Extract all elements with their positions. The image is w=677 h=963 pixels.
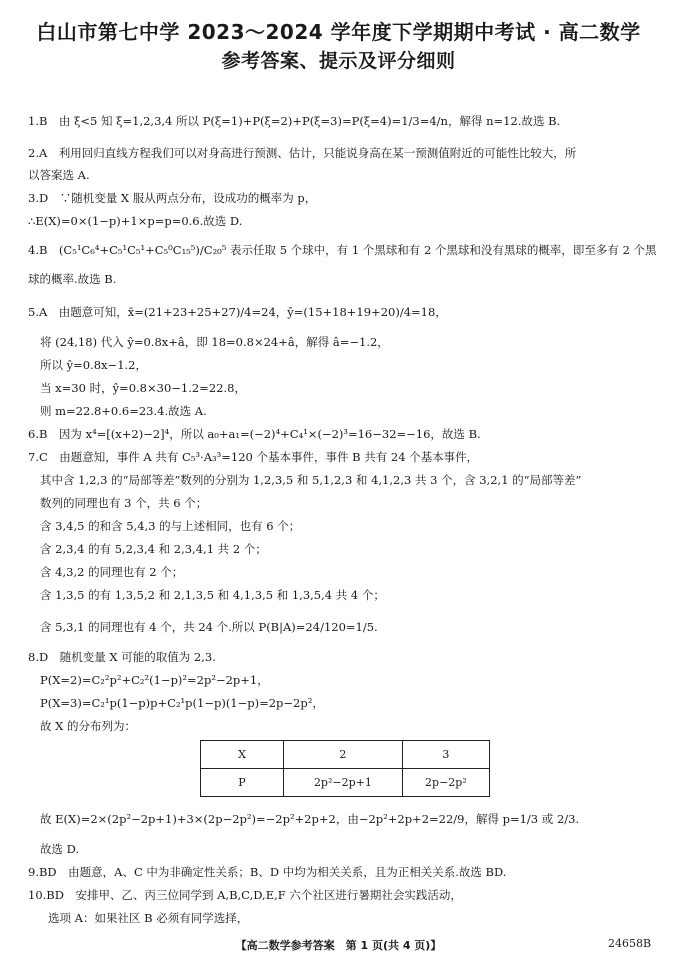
- answer-line: 含 5,3,1 的同理也有 4 个，共 24 个.所以 P(B|A)=24/120=1/5.: [40, 620, 378, 634]
- answer-line: 含 4,3,2 的同理也有 2 个；: [40, 565, 184, 579]
- answer-line: 所以 ŷ=0.8x−1.2，: [40, 358, 147, 372]
- answer-line: 8.D 随机变量 X 可能的取值为 2,3.: [28, 650, 216, 664]
- answer-line: 其中含 1,2,3 的“局部等差”数列的分别为 1,2,3,5 和 5,1,2,3 和 4,1,2,3 共 3 个，含 3,2,1 的“局部等差”: [40, 473, 582, 487]
- answer-line: 2.A 利用回归直线方程我们可以对身高进行预测、估计，只能说身高在某一预测值附近的可能性比较大，所: [28, 146, 577, 160]
- distribution-table: [200, 740, 490, 797]
- answer-line: 故 E(X)=2×(2p²−2p+1)+3×(2p−2p²)=−2p²+2p+2，由−2p²+2p+2=22/9，解得 p=1/3 或 2/3.: [40, 812, 580, 826]
- answer-line: 含 1,3,5 的有 1,3,5,2 和 2,1,3,5 和 4,1,3,5 和 1,3,5,4 共 4 个；: [40, 588, 385, 602]
- answer-line: 1.B 由 ξ<5 知 ξ=1,2,3,4 所以 P(ξ=1)+P(ξ=2)+P(ξ=3)=P(ξ=4)=1/3=4/n，解得 n=12.故选 B.: [28, 114, 561, 128]
- answer-line: 10.BD 安排甲、乙、丙三位同学到 A,B,C,D,E,F 六个社区进行暑期社会实践活动，: [28, 888, 462, 902]
- answer-line: 含 2,3,4 的有 5,2,3,4 和 2,3,4,1 共 2 个；: [40, 542, 267, 556]
- table-cell: 3: [402, 741, 489, 769]
- answer-line: 故 X 的分布列为：: [40, 719, 136, 733]
- answer-line: 4.B (C₅¹C₆⁴+C₅¹C₅¹+C₅⁰C₁₅⁵)/C₂₀⁵ 表示任取 5 个球中，有 1 个黑球和有 2 个黑球和没有黑球的概率，即至多有 2 个黑: [28, 243, 657, 257]
- table-cell: 2p²−2p+1: [284, 769, 403, 797]
- answer-line: 7.C 由题意知，事件 A 共有 C₅³·A₃³=120 个基本事件，事件 B 共有 24 个基本事件，: [28, 450, 479, 464]
- answer-line: 选项 A：如果社区 B 必须有同学选择，: [48, 911, 249, 925]
- answer-line: 将 (24,18) 代入 ŷ=0.8x+â，即 18=0.8×24+â，解得 â=−1.2，: [40, 335, 389, 349]
- answer-line: ∴E(X)=0×(1−p)+1×p=p=0.6.故选 D.: [28, 214, 243, 228]
- answer-line: 数列的同理也有 3 个，共 6 个；: [40, 496, 208, 510]
- page-footer: 【高二数学参考答案 第 1 页(共 4 页)】: [235, 939, 442, 952]
- table-cell: P: [201, 769, 284, 797]
- answer-line: 9.BD 由题意，A、C 中为非确定性关系；B、D 中均为相关关系，且为正相关关系.故选 BD.: [28, 865, 507, 879]
- page-title: 白山市第七中学 2023～2024 学年度下学期期中考试 · 高二数学: [36, 20, 641, 44]
- document-code: 24658B: [608, 937, 652, 950]
- table-cell: X: [201, 741, 284, 769]
- table-row: [201, 741, 490, 769]
- answer-line: 3.D ∵随机变量 X 服从两点分布，设成功的概率为 p，: [28, 191, 317, 205]
- answer-line: 故选 D.: [40, 842, 80, 856]
- answer-line: P(X=2)=C₂²p²+C₂²(1−p)²=2p²−2p+1，: [40, 673, 269, 687]
- answer-line: 球的概率.故选 B.: [28, 272, 117, 286]
- table-cell: 2p−2p²: [402, 769, 489, 797]
- table-row: [201, 769, 490, 797]
- answer-line: 6.B 因为 x⁴=[(x+2)−2]⁴，所以 a₀+a₁=(−2)⁴+C₄¹×(−2)³=16−32=−16，故选 B.: [28, 427, 481, 441]
- answer-line: 5.A 由题意可知，x̄=(21+23+25+27)/4=24，ȳ=(15+18+19+20)/4=18，: [28, 305, 447, 319]
- answer-line: 含 3,4,5 的和含 5,4,3 的与上述相同，也有 6 个；: [40, 519, 301, 533]
- table-cell: 2: [284, 741, 403, 769]
- answer-line: 以答案选 A.: [28, 168, 90, 182]
- answer-line: P(X=3)=C₂¹p(1−p)p+C₂¹p(1−p)(1−p)=2p−2p²，: [40, 696, 324, 710]
- answer-line: 则 m=22.8+0.6=23.4.故选 A.: [40, 404, 207, 418]
- answer-line: 当 x=30 时，ŷ=0.8×30−1.2=22.8，: [40, 381, 246, 395]
- page-subtitle: 参考答案、提示及评分细则: [221, 50, 456, 72]
